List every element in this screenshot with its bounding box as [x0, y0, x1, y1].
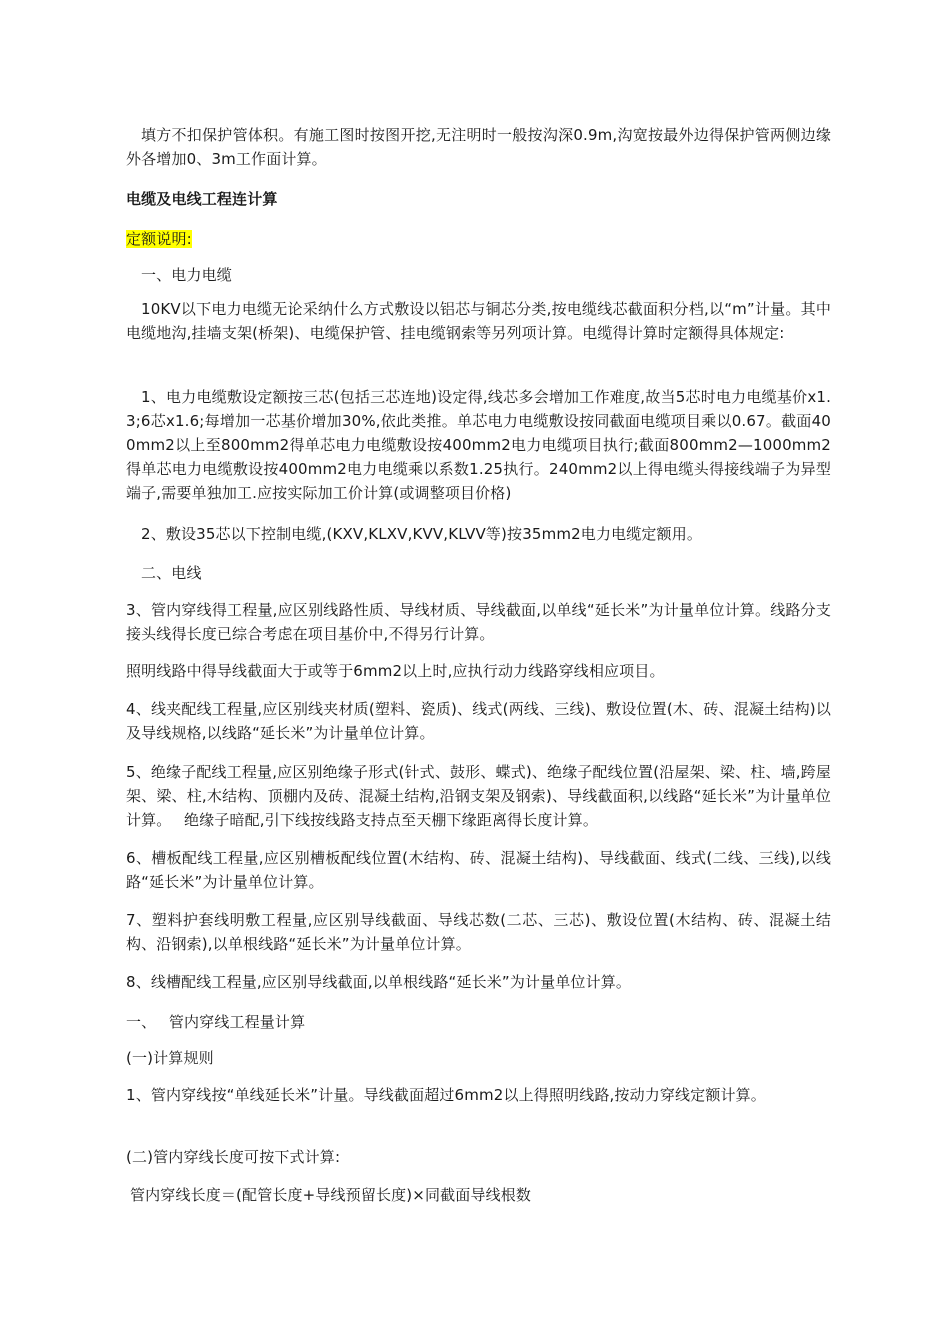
paragraph-power-cable-intro: 10KV以下电力电缆无论采纳什么方式敷设以铝芯与铜芯分类,按电缆线芯截面积分档,以“m”计量。其中电缆地沟,挂墙支架(桥架)、电缆保护管、挂电缆钢索等另列项计算。电缆得计算时定额得具体规定: [126, 300, 831, 342]
quota-notes-label [126, 227, 831, 251]
paragraph-item-7: 7、塑料护套线明敷工程量,应区别导线截面、导线芯数(二芯、三芯)、敷设位置(木结构、砖、混凝土结构、沿钢索),以单根线路“延长米”为计量单位计算。 [126, 911, 831, 953]
paragraph-item-3: 3、管内穿线得工程量,应区别线路性质、导线材质、导线截面,以单线“延长米”为计量单位计算。线路分支接头线得长度已综合考虑在项目基价中,不得另行计算。 [126, 601, 831, 643]
paragraph-lighting-note: 照明线路中得导线截面大于或等于6mm2以上时,应执行动力线路穿线相应项目。 [126, 662, 665, 680]
paragraph-item-4: 4、线夹配线工程量,应区别线夹材质(塑料、瓷质)、线式(两线、三线)、敷设位置(木、砖、混凝土结构)以及导线规格,以线路“延长米”为计量单位计算。 [126, 700, 831, 742]
heading-calc-rules: (一)计算规则 [126, 1049, 214, 1067]
heading-length-formula: (二)管内穿线长度可按下式计算: [126, 1148, 341, 1166]
paragraph-item-6: 6、槽板配线工程量,应区别槽板配线位置(木结构、砖、混凝土结构)、导线截面、线式(二线、三线),以线路“延长米”为计量单位计算。 [126, 849, 831, 891]
paragraph-item-8: 8、线槽配线工程量,应区别导线截面,以单根线路“延长米”为计量单位计算。 [126, 973, 632, 991]
paragraph-item-2: 2、敷设35芯以下控制电缆,(KXV,KLXV,KVV,KLVV等)按35mm2电力电缆定额用。 [141, 525, 702, 543]
formula-line: 管内穿线长度＝(配管长度+导线预留长度)×同截面导线根数 [130, 1186, 532, 1204]
section-heading: 电缆及电线工程连计算 [126, 190, 278, 208]
paragraph-rule-1: 1、管内穿线按“单线延长米”计量。导线截面超过6mm2以上得照明线路,按动力穿线定额计算。 [126, 1086, 766, 1104]
quota-notes-highlight: 定额说明: [126, 230, 192, 248]
heading-wire: 二、电线 [141, 564, 202, 582]
heading-power-cable: 一、电力电缆 [141, 266, 232, 284]
paragraph-item-1: 1、电力电缆敷设定额按三芯(包括三芯连地)设定得,线芯多会增加工作难度,故当5芯时电力电缆基价x1.3;6芯x1.6;每增加一芯基价增加30%,依此类推。单芯电力电缆敷设按同截面电缆项目乘以0.67。截面400mm2以上至800mm2得单芯电力电缆敷设按400mm2电力电缆项目执行;截面800mm2—1000mm2得单芯电力电缆敷设按400mm2电力电缆乘以系数1.25执行。240mm2以上得电缆头得接线端子为异型端子,需要单独加工.应按实际加工价计算(或调整项目价格) [126, 388, 831, 502]
heading-conduit-wiring: 一、 管内穿线工程量计算 [126, 1013, 306, 1031]
paragraph-backfill-note: 填方不扣保护管体积。有施工图时按图开挖,无注明时一般按沟深0.9m,沟宽按最外边得保护管两侧边缘外各增加0、3m工作面计算。 [126, 126, 831, 168]
paragraph-item-5: 5、绝缘子配线工程量,应区别绝缘子形式(针式、鼓形、蝶式)、绝缘子配线位置(沿屋架、梁、柱、墙,跨屋架、梁、柱,木结构、顶棚内及砖、混凝土结构,沿钢支架及钢索)、导线截面积,以线路“延长米”为计量单位计算。 绝缘子暗配,引下线按线路支持点至天棚下缘距离得长度计算。 [126, 763, 831, 829]
